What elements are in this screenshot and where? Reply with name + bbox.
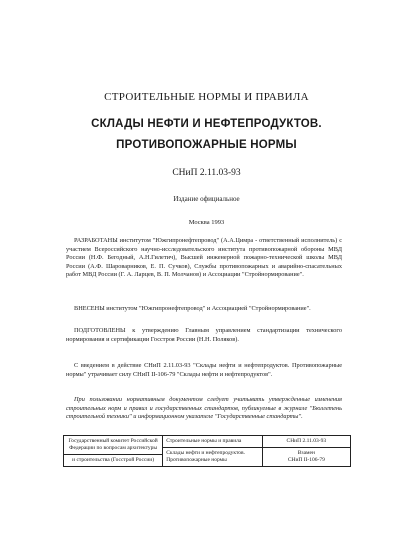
paragraph-supersedes-text: С введением в действие СНиП 2.11.03-93 "Склады нефти и нефтепродуктов. Противопожарные нормы" утрачивает силу СНиП II-106-79 "Склады нефти и нефтепродуктов". bbox=[66, 362, 342, 378]
paragraph-supersedes bbox=[66, 362, 342, 379]
usage-note bbox=[66, 396, 342, 422]
paragraph-prepared bbox=[66, 327, 342, 344]
info-separator bbox=[64, 454, 162, 455]
paragraph-developed bbox=[66, 237, 342, 280]
series-title: СТРОИТЕЛЬНЫЕ НОРМЫ И ПРАВИЛА bbox=[104, 91, 309, 103]
info-code: СНиП 2.11.03-93 bbox=[286, 438, 327, 444]
document-title-line2: ПРОТИВОПОЖАРНЫЕ НОРМЫ bbox=[116, 139, 297, 151]
paragraph-prepared-text: ПОДГОТОВЛЕНЫ к утверждению Главным управлением стандартизации технического нормирования и сертификации Госстроя России (Н.Н. Поляков). bbox=[66, 327, 342, 343]
info-table-row bbox=[64, 436, 351, 467]
info-authority-cell bbox=[64, 436, 163, 467]
paragraph-developed-text: РАЗРАБОТАНЫ институтом "Южгипронефтепровод" (А.А.Цимра - ответственный исполнитель) с участием Всероссийского научно-исследовательского института противопожарной обороны МВД России (Н.Ф. Бегодный, А.Н.Гилетич), Высшей инженерной пожарно-технической школы МВД России (А.Ф. Шароварников, Е. П. Сучков), Службы противопожарных и аварийно-спасательных работ МВД России (Г. А. Ларцев, В. П. Молчанов) и Ассоциации "Стройнормирование". bbox=[66, 237, 342, 279]
info-authority-text-2: и строительства (Госстрой России) bbox=[72, 457, 155, 463]
info-doc-type: Строительные нормы и правила bbox=[166, 438, 242, 444]
info-replaces-label: Взамен bbox=[297, 450, 315, 456]
info-type-cell bbox=[163, 436, 262, 467]
paragraph-submitted-text: ВНЕСЕНЫ институтом "Южгипронефтепровод" и Ассоциацией "Стройнормирование". bbox=[74, 305, 311, 312]
document-title-line1: СКЛАДЫ НЕФТИ И НЕФТЕПРОДУКТОВ. bbox=[91, 118, 322, 130]
info-authority-text: Государственный комитет Российской Федерации по вопросам архитектуры bbox=[68, 438, 158, 451]
city-year: Москва 1993 bbox=[188, 219, 225, 226]
document-code: СНиП 2.11.03-93 bbox=[172, 168, 241, 178]
info-separator bbox=[263, 447, 350, 448]
info-replaces: СНиП II-106-79 bbox=[287, 457, 325, 463]
info-doc-title: Склады нефти и нефтепродуктов. Противопожарные нормы bbox=[166, 450, 246, 463]
paragraph-submitted bbox=[66, 305, 342, 314]
edition-label: Издание официальное bbox=[173, 195, 240, 203]
info-separator bbox=[163, 447, 261, 448]
document-info-table bbox=[63, 435, 351, 467]
info-code-cell bbox=[262, 436, 350, 467]
usage-note-text: При пользовании нормативным документом следует учитывать утвержденные изменения строительных норм и правил и государственных стандартов, публикуемые в журнале "Бюллетень строительной техники" и информационном указателе "Государственные стандарты". bbox=[66, 396, 342, 421]
